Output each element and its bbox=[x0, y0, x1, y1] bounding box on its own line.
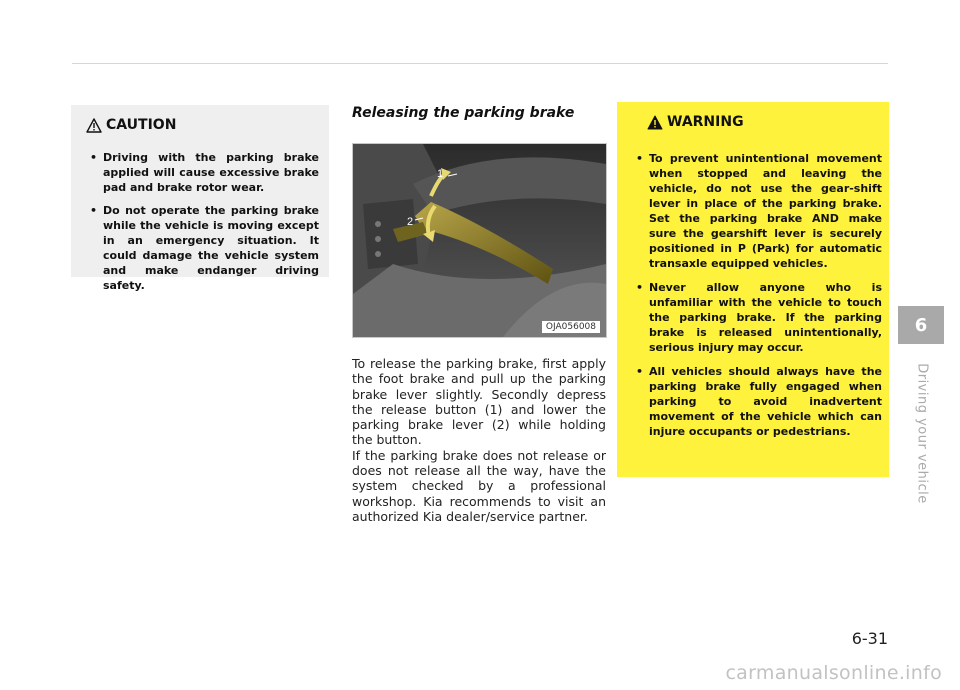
figure-code: OJA056008 bbox=[542, 321, 600, 333]
caution-item: • Do not operate the parking brake while the vehicle is moving except in an emergency situation. It could damage the vehicle system and make endanger driving safety. bbox=[90, 204, 319, 292]
warning-item: • Never allow anyone who is unfamiliar with the vehicle to touch the parking brake. If the parking brake is released unintentionally, serious injury may occur. bbox=[636, 281, 882, 354]
page-number: 6-31 bbox=[851, 629, 888, 648]
warning-item: • All vehicles should always have the parking brake fully engaged when parking to avoid inadvertent movement of the vehicle which can injure occupants or pedestrians. bbox=[636, 365, 882, 438]
warning-title-text: WARNING bbox=[667, 114, 744, 130]
callout-1: 1 bbox=[437, 168, 444, 180]
header-rule bbox=[72, 63, 888, 64]
warning-title bbox=[647, 114, 744, 130]
body-paragraph: To release the parking brake, first apply the foot brake and pull up the parking brake lever slightly. Secondly depress the release button (1) and lower the parking brake lever (2) while holding the button. bbox=[352, 356, 606, 448]
body-text bbox=[352, 356, 606, 524]
caution-item: • Driving with the parking brake applied will cause excessive brake pad and brake rotor wear. bbox=[90, 151, 319, 194]
warning-item: • To prevent unintentional movement when stopped and leaving the vehicle, do not use the gear-shift lever in place of the parking brake. Set the parking brake AND make sure the gearshift lever is securely positioned in P (Park) for automatic transaxle equipped vehicles. bbox=[636, 152, 882, 270]
warning-box bbox=[617, 102, 889, 477]
caution-title-text: CAUTION bbox=[106, 117, 177, 133]
chapter-title-vertical bbox=[912, 356, 932, 516]
warning-list bbox=[629, 151, 882, 448]
warning-triangle-outline-icon bbox=[86, 118, 102, 133]
caution-list bbox=[83, 150, 319, 301]
watermark: carmanualsonline.info bbox=[725, 662, 942, 684]
chapter-tab[interactable]: 6 bbox=[898, 306, 944, 344]
chapter-title-text: Driving your vehicle bbox=[914, 363, 930, 504]
warning-triangle-filled-icon bbox=[647, 115, 663, 130]
caution-box bbox=[71, 105, 329, 292]
parking-brake-figure bbox=[352, 143, 607, 338]
section-heading: Releasing the parking brake bbox=[352, 105, 575, 121]
callout-2: 2 bbox=[407, 216, 414, 228]
caution-title bbox=[86, 117, 176, 133]
body-paragraph: If the parking brake does not release or does not release all the way, have the system checked by a professional workshop. Kia recommends to visit an authorized Kia dealer/service partner. bbox=[352, 447, 606, 524]
parking-brake-illustration bbox=[353, 144, 606, 337]
